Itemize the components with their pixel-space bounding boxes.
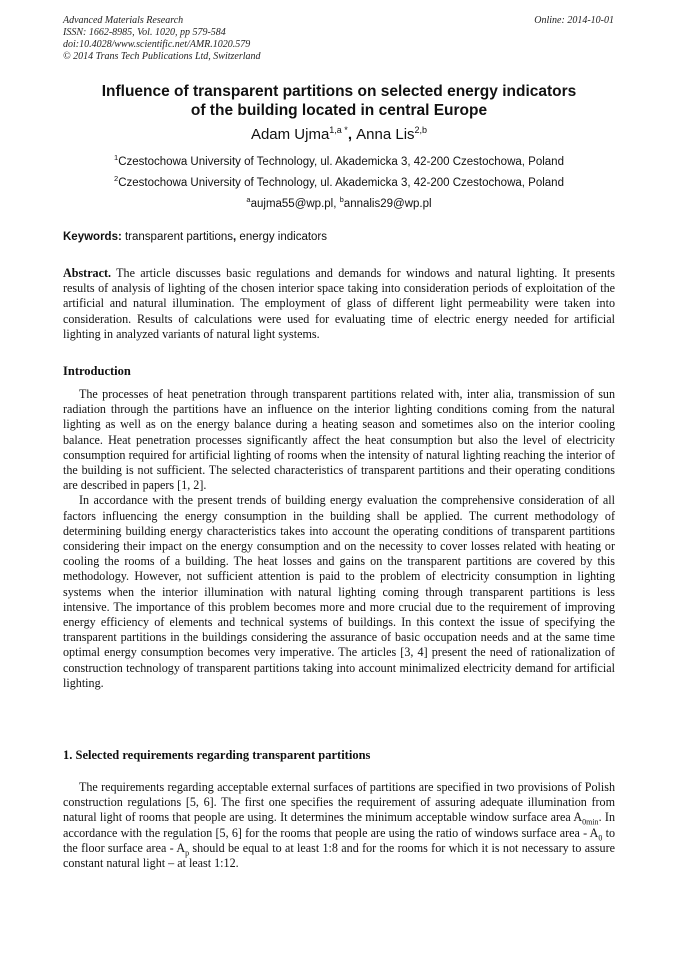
email-address: annalis29@wp.pl xyxy=(343,197,432,210)
intro-paragraph-1: The processes of heat penetration through transparent partitions related with, inter alia, transmission of sun radiation through the partitions have an influence on the interior lighting conditions coming from the natural lighting as well as on the energy balance during a heating season and sometimes also on the interior cooling balance. Heat penetration processes significantly affect the heat consumption but also the level of electricity consumption required for artificial lighting of rooms when the intensity of natural lighting reaching the interior of the building is not sufficient. The selected characteristics of transparent partitions and their operating conditions are described in papers [1, 2]. xyxy=(63,387,615,493)
section-1-body xyxy=(63,780,615,871)
online-date: Online: 2014-10-01 xyxy=(534,15,614,26)
section-1-paragraph xyxy=(63,780,615,871)
intro-paragraph-2: In accordance with the present trends of building energy evaluation the comprehensive consideration of all factors influencing the energy consumption in the building shall be applied. The current methodology of determining building energy characteristics takes into account the operating conditions of transparent partitions considering their impact on the energy consumption and on the necessity to cover losses related with heating or cooling the rooms of a building. The heat losses and gains on the transparent partitions are covered by this methodology. However, not sufficient attention is paid to the problem of electricity consumption in lighting systems when the interior illumination with natural lighting coming through transparent partitions is less intensive. The importance of this problem becomes more and more crucial due to the requirement of improving energy efficiency of elements and technical systems of buildings. In this context the issue of specifying the transparent partitions in the buildings considering the assurance of basic occupation needs and at the same time optimal energy consumption becomes very imperative. The articles [3, 4] present the need of rationalization of construction technology of transparent partitions taking into account minimalized electricity demand for artificial lighting. xyxy=(63,493,615,690)
keyword-separator: , xyxy=(233,231,237,243)
email-superscript: b xyxy=(339,195,344,204)
keyword: energy indicators xyxy=(236,231,328,243)
subscript: 0 xyxy=(598,833,603,843)
text-run: to the floor surface area - A xyxy=(63,825,615,855)
keywords-label: Keywords: xyxy=(63,231,122,243)
keyword: transparent partitions xyxy=(121,231,234,243)
subscript: 0min xyxy=(582,817,599,827)
abstract-text: The article discusses basic regulations and demands for windows and natural lighting. It presents results of analysis of lighting of the chosen interior space taking into consideration periods of exploitation of the artificial and natural illumination. The employment of glass of different light permeability were taken into consideration. Results of calculations were used for evaluating time of electric energy needed for artificial lighting in analyzed variants of natural light systems. xyxy=(63,266,615,341)
affiliation-text: Czestochowa University of Technology, ul. Akademicka 3, 42-200 Czestochowa, Poland xyxy=(118,176,564,189)
introduction-body xyxy=(63,387,615,691)
author-name: Adam Ujma xyxy=(250,126,330,143)
journal-header xyxy=(63,15,261,63)
email-superscript: a xyxy=(246,195,251,204)
abstract-block xyxy=(63,266,615,342)
email-address: aujma55@wp.pl, xyxy=(250,197,340,210)
affiliation-text: Czestochowa University of Technology, ul. Akademicka 3, 42-200 Czestochowa, Poland xyxy=(118,155,564,168)
section-heading-introduction: Introduction xyxy=(63,364,131,378)
text-run: . In accordance with the regulation [5, 6] for the rooms that people are using the ratio of windows surface area - A xyxy=(63,810,615,840)
title-line-1: Influence of transparent partitions on selected energy indicators xyxy=(101,83,577,100)
author-name: Anna Lis xyxy=(356,126,415,143)
author-superscript: 2,b xyxy=(414,125,428,135)
affiliation-superscript: 2 xyxy=(114,174,119,183)
author-superscript: 1,a * xyxy=(329,125,348,135)
keywords-line xyxy=(63,231,327,243)
section-heading-1: 1. Selected requirements regarding transparent partitions xyxy=(63,748,371,762)
copyright-line: © 2014 Trans Tech Publications Ltd, Switzerland xyxy=(63,51,261,62)
title-line-2: of the building located in central Europe xyxy=(190,102,488,119)
author-list xyxy=(63,125,615,143)
journal-name: Advanced Materials Research xyxy=(63,15,184,26)
email-line xyxy=(63,195,615,210)
affiliation-2 xyxy=(63,174,615,189)
abstract-label: Abstract. xyxy=(63,266,112,280)
abstract-paragraph xyxy=(63,266,615,342)
doi-line: doi:10.4028/www.scientific.net/AMR.1020.579 xyxy=(63,39,251,50)
subscript: p xyxy=(185,848,190,858)
issn-line: ISSN: 1662-8985, Vol. 1020, pp 579-584 xyxy=(63,27,226,38)
affiliation-1 xyxy=(63,153,615,168)
paper-title xyxy=(63,82,615,120)
text-run: The requirements regarding acceptable external surfaces of partitions are specified in two provisions of Polish construction regulations [5, 6]. The first one specifies the requirement of assuring adequate illumination from natural light of rooms that people are using. It determines the minimum acceptable window surface area A xyxy=(63,780,615,825)
author-separator: , xyxy=(347,126,357,143)
affiliation-superscript: 1 xyxy=(114,153,119,162)
text-run: should be equal to at least 1:8 and for the rooms for which it is not necessary to assure constant natural light – at least 1:12. xyxy=(63,840,615,871)
